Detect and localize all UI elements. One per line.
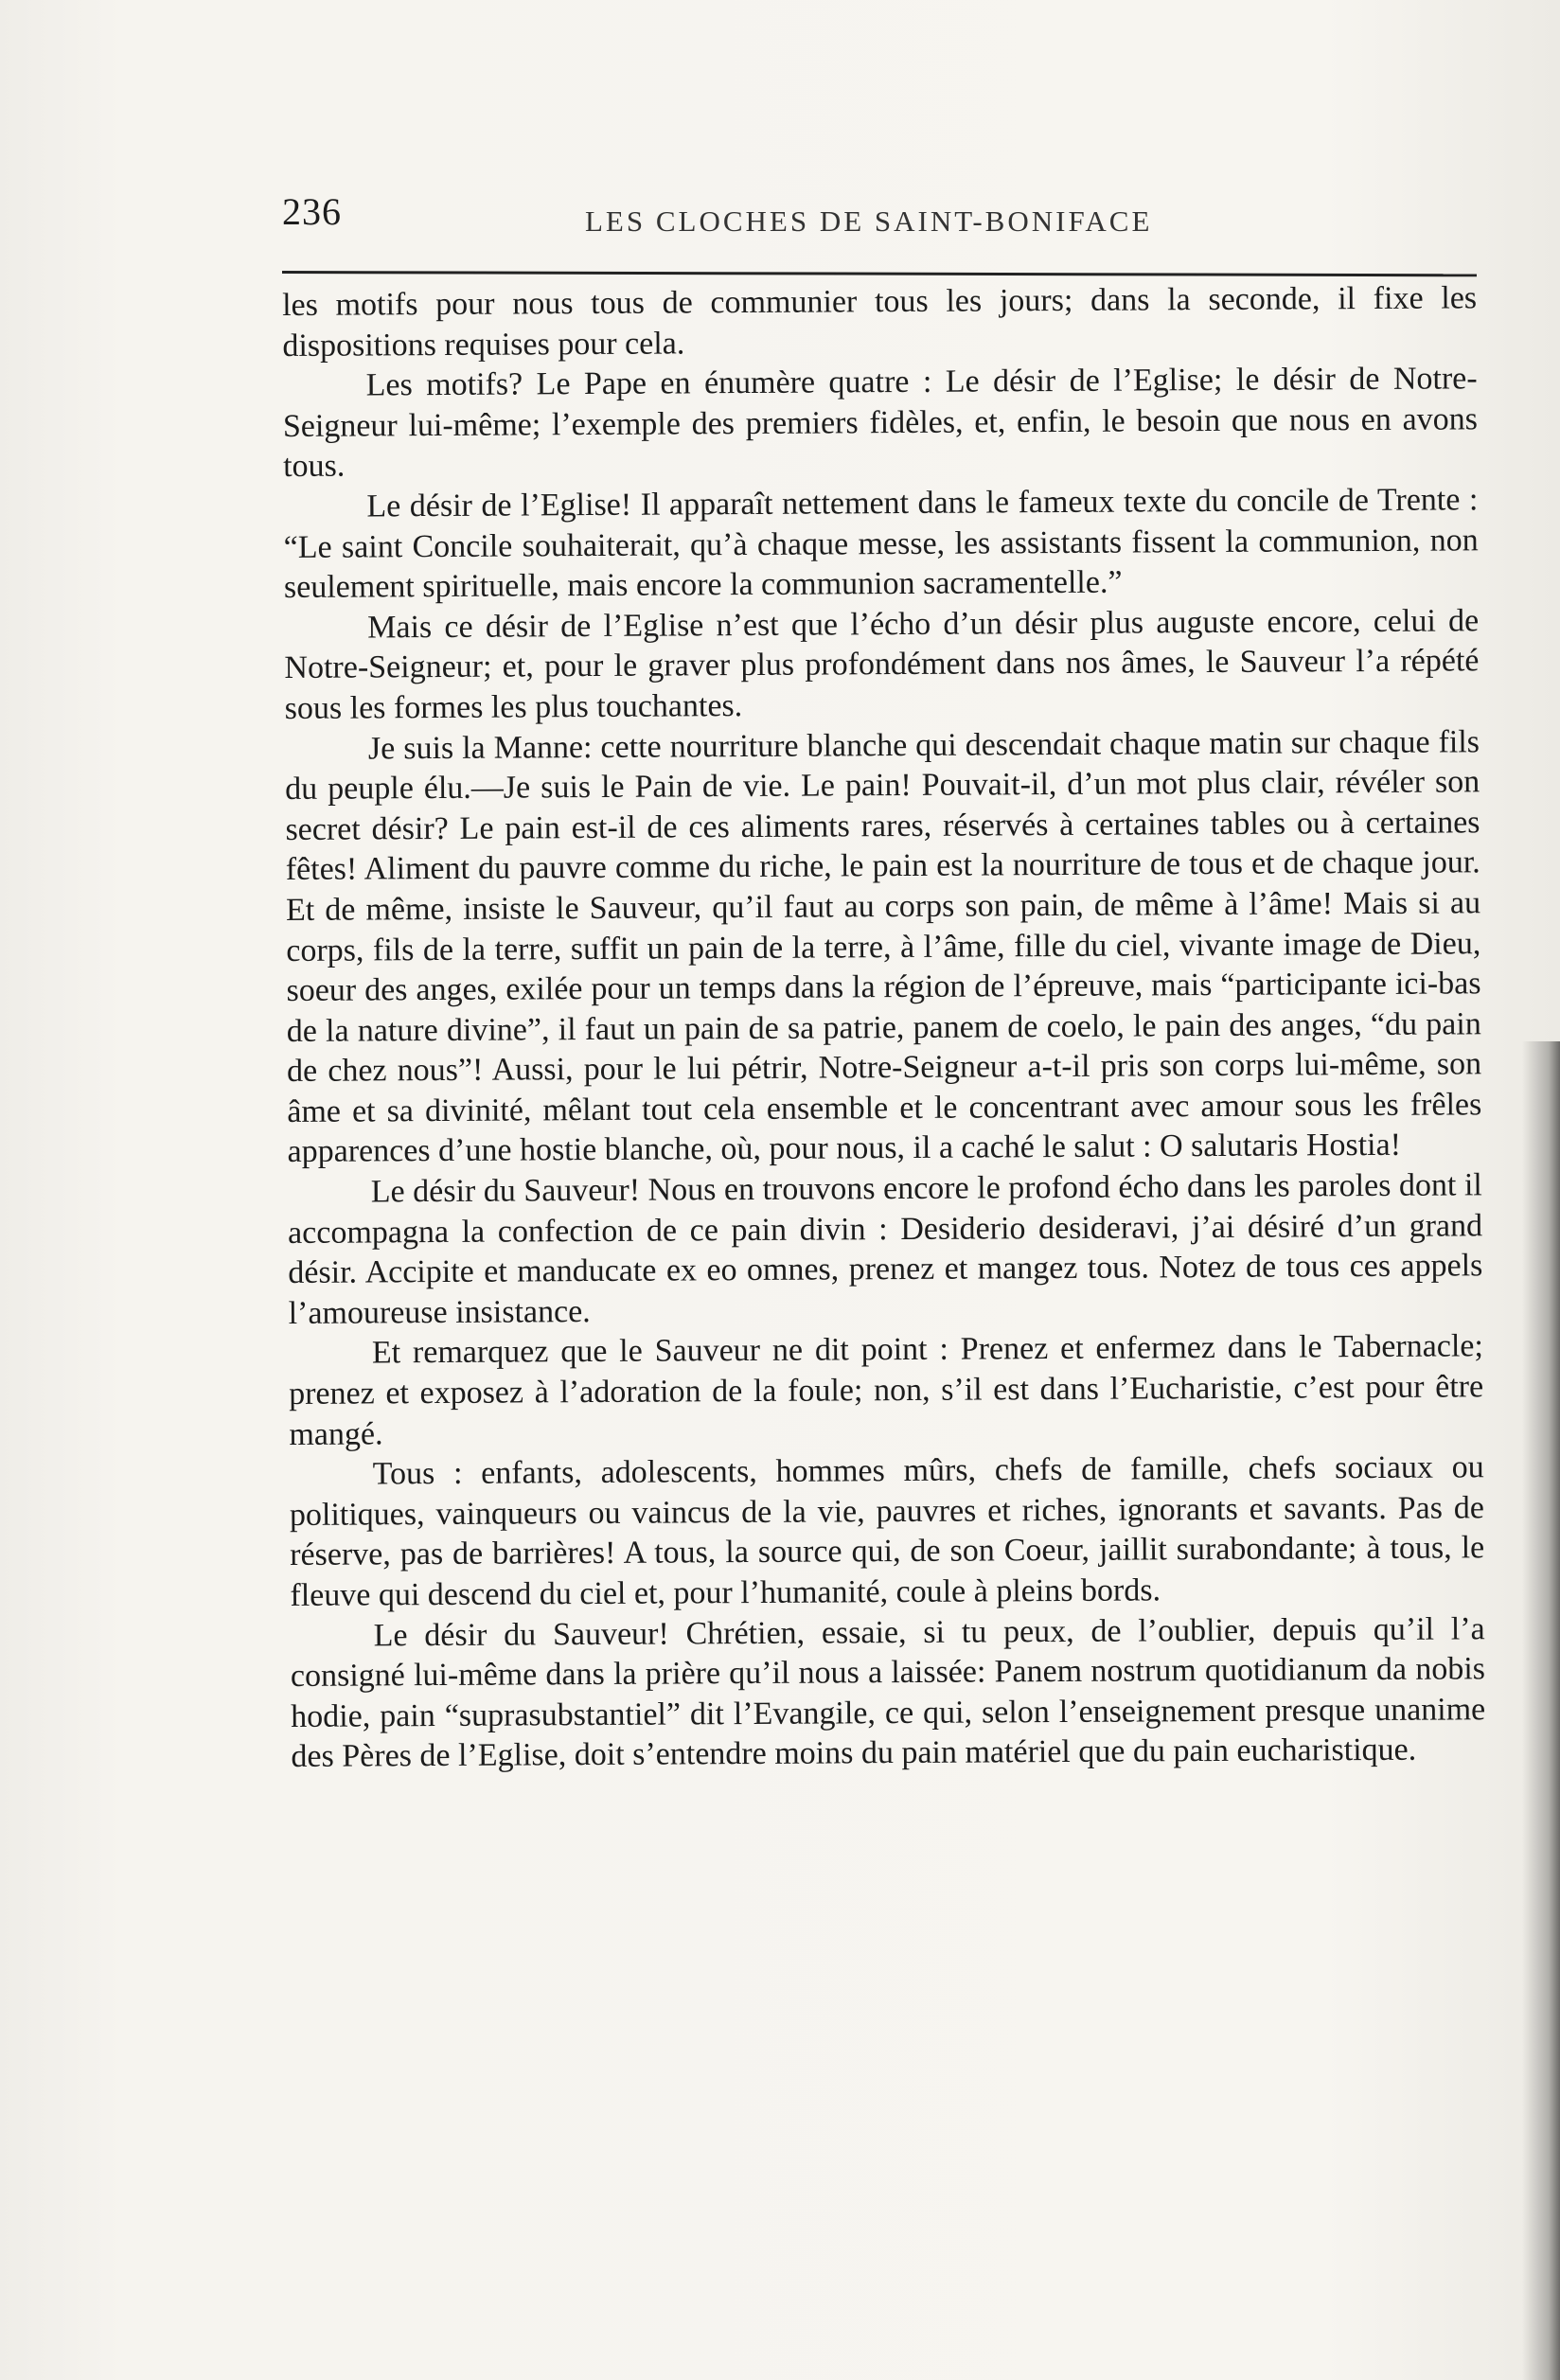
paragraph-2: Les motifs? Le Pape en énumère quatre : Le désir de l’Eglise; le désir de Notre-Seigneur lui-même; l’exemple des premiers fidèles, et, enfin, le besoin que nous en avons tous. [282, 361, 1478, 485]
paragraph-6: Le désir du Sauveur! Nous en trouvons encore le profond écho dans les paroles dont il accompagna la confection de ce pain divin : Desiderio desideravi, j’ai désiré d’un grand désir. Accipite et manducate ex eo omnes, prenez et mangez tous. Notez de tous ces appels l’amoureuse insistance. [287, 1167, 1483, 1331]
page-number: 236 [282, 190, 342, 233]
body-text [282, 278, 1486, 1778]
paragraph-9: Le désir du Sauveur! Chrétien, essaie, si tu peux, de l’oublier, depuis qu’il l’a consigné lui-même dans la prière qu’il nous a laissée: Panem nostrum quotidianum da nobis hodie, pain “suprasubstantiel” dit l’Evangile, ce qui, selon l’enseignement presque unanime des Pères de l’Eglise, doit s’entendre moins du pain matériel que du pain eucharistique. [290, 1610, 1486, 1775]
page-edge-shadow [1522, 1041, 1560, 2380]
paragraph-5: Je suis la Manne: cette nourriture blanche qui descendait chaque matin sur chaque fils du peuple élu.—Je suis le Pain de vie. Le pain! Pouvait-il, d’un mot plus clair, révéler son secret désir? Le pain est-il de ces aliments rares, réservés à certaines tables ou à certaines fêtes! Aliment du pauvre comme du riche, le pain est la nourriture de tous et de chaque jour. Et de même, insiste le Sauveur, qu’il faut au corps son pain, de même à l’âme! Mais si au corps, fils de la terre, suffit un pain de la terre, à l’âme, fille du ciel, vivante image de Dieu, soeur des anges, exilée pour un temps dans la région de l’épreuve, mais “participante ici-bas de la nature divine”, il faut un pain de sa patrie, panem de coelo, le pain des anges, “du pain de chez nous”! Aussi, pour le lui pétrir, Notre-Seigneur a-t-il pris son corps lui-même, son âme et sa divinité, mêlant tout cela ensemble et le concentrant avec amour sous les frêles apparences d’une hostie blanche, où, pour nous, il a caché le salut : O salutaris Hostia! [285, 723, 1482, 1170]
page-header [282, 189, 1477, 250]
header-rule [282, 271, 1477, 276]
running-title: LES CLOCHES DE SAINT-BONIFACE [585, 204, 1153, 238]
paragraph-4: Mais ce désir de l’Eglise n’est que l’écho d’un désir plus auguste encore, celui de Notre-Seigneur; et, pour le graver plus profondément dans nos âmes, le Sauveur l’a répété sous les formes les plus touchantes. [284, 603, 1480, 726]
paragraph-7: Et remarquez que le Sauveur ne dit point : Prenez et enfermez dans le Tabernacle; prenez et exposez à l’adoration de la foule; non, s’il est dans l’Eucharistie, c’est pour être mangé. [289, 1328, 1484, 1452]
paragraph-3: Le désir de l’Eglise! Il apparaît nettement dans le fameux texte du concile de Trente : “Le saint Concile souhaiterait, qu’à chaque messe, les assistants fissent la communion, non seulement spirituelle, mais encore la communion sacramentelle.” [283, 482, 1479, 606]
paragraph-1: les motifs pour nous tous de communier tous les jours; dans la seconde, il fixe les dispositions requises pour cela. [282, 280, 1478, 364]
paragraph-8: Tous : enfants, adolescents, hommes mûrs, chefs de famille, chefs sociaux ou politiques, vainqueurs ou vaincus de la vie, pauvres et riches, ignorants et savants. Pas de réserve, pas de barrières! A tous, la source qui, de son Coeur, jaillit surabondante; à tous, le fleuve qui descend du ciel et, pour l’humanité, coule à pleins bords. [289, 1449, 1485, 1613]
